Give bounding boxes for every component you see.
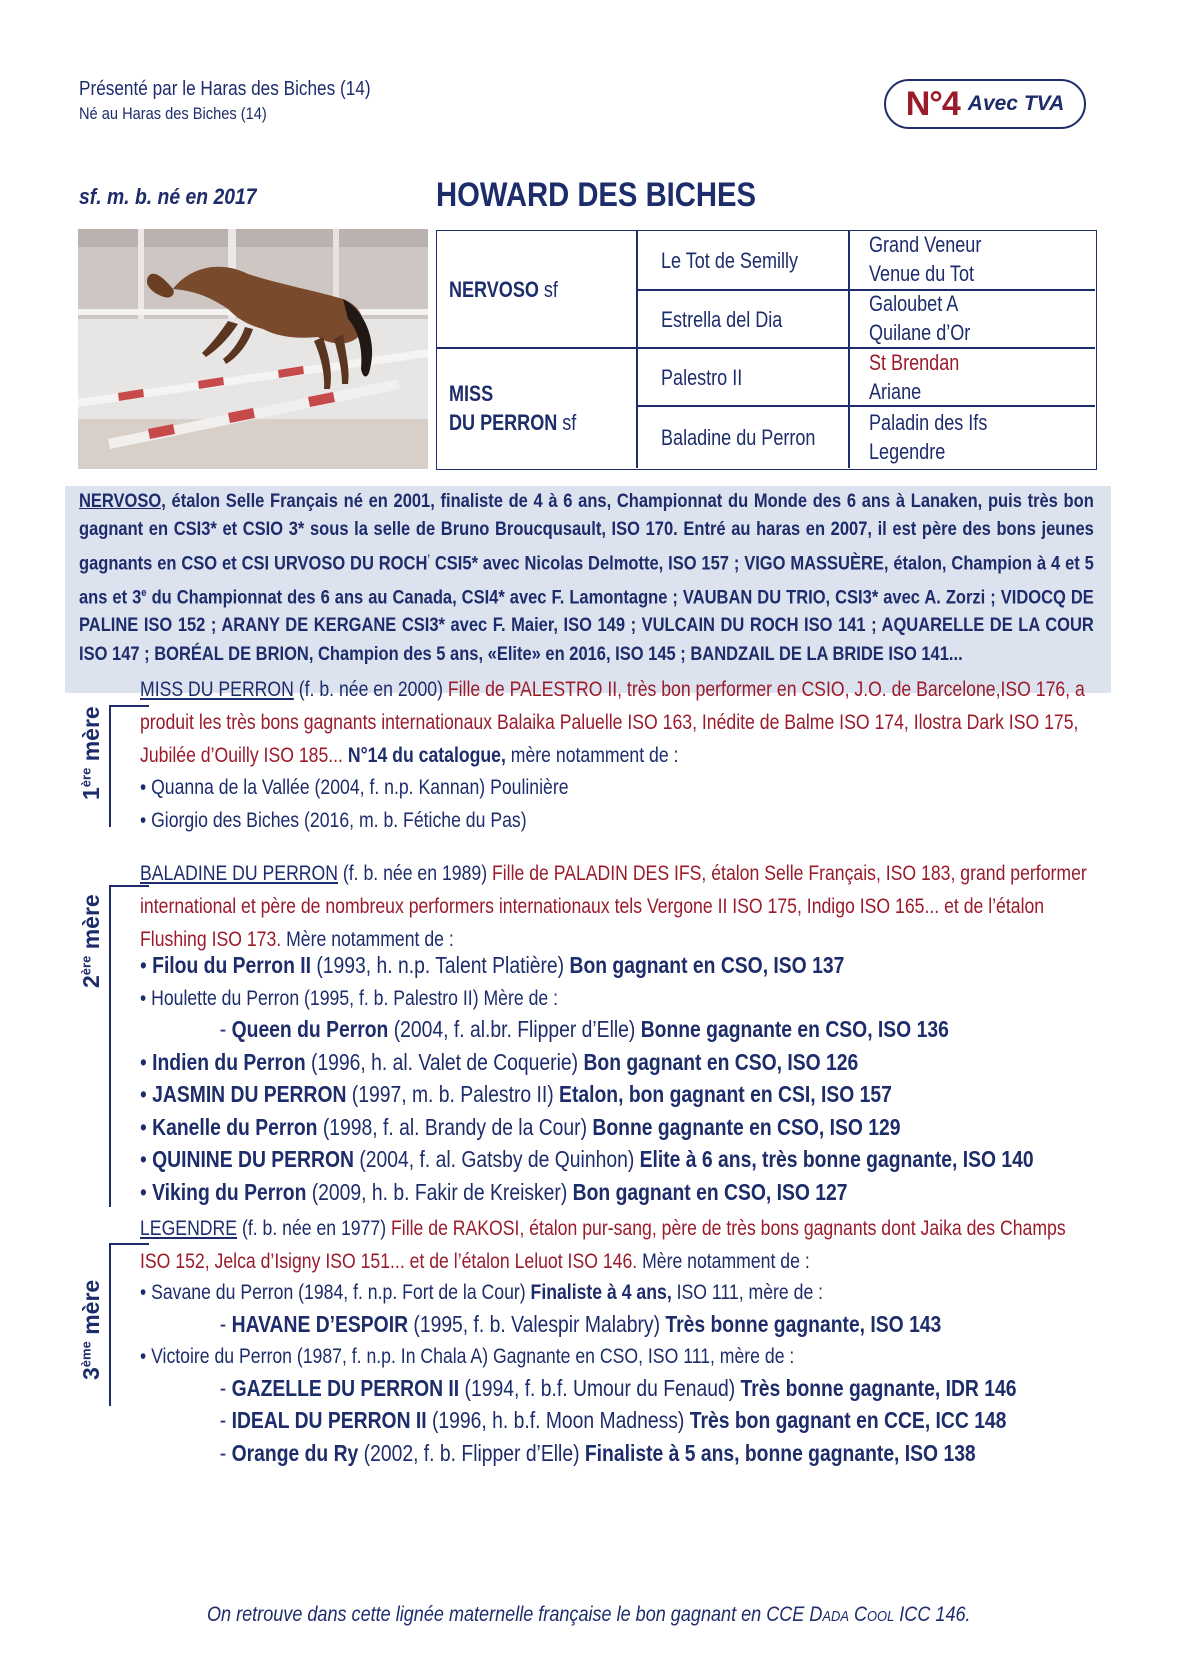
lot-number: N°4 — [905, 84, 960, 123]
pedigree-sire-breed: sf — [543, 276, 558, 302]
dam1-bracket — [109, 705, 111, 827]
sire-description-body3: du Championnat des 6 ans au Canada, CSI4* avec F. Lamontagne ; VAUBAN DU TRIO, CSI3* avec A. Zorzi ; VIDOCQ DE PALINE ISO 152 ; ARANY DE KERGANE CSI3* avec F. Maier, ISO 149 ; VULCAIN DU ROCH ISO 141 ; AQUARELLE DE LA COUR ISO 147 ; BORÉAL DE BRION, Champion des 5 ans, «Elite» en 2016, ISO 145 ; BANDZAIL DE LA BRIDE ISO 141... — [79, 587, 1094, 665]
dam1-after: mère notamment de : — [505, 744, 679, 767]
pedigree-sire-cell — [449, 231, 634, 347]
pedigree-grandsire-maternal: Palestro II — [661, 364, 743, 390]
pedigree-ggp-3b: Ariane — [869, 379, 922, 404]
dam2-bracket — [109, 885, 111, 1207]
lot-badge — [884, 79, 1086, 129]
pedigree-divider — [848, 231, 850, 468]
lot-tax: Avec TVA — [967, 92, 1065, 115]
dam3-offspring-list: • Savane du Perron (1984, f. n.p. Fort de la Cour) Finaliste à 4 ans, ISO 111, mère de : - HAVANE D’ESPOIR (1995, f. b. Valespir Malabry) Très bonne gagnante, ISO 143 • Victoire du Perron (1987, f. n.p. In Chala A) Gagnante en CSO, ISO 111, mère de : - GAZELLE DU PERRON II (1994, f. b.f. Umour du Fenaud) Très bonne gagnante, IDR 146 - IDEAL DU PERRON II (1996, h. b.f. Moon Madness) Très bon gagnant en CCE, ICC 148 - Orange du Ry (2002, f. b. Flipper d’Elle) Finaliste à 5 ans, bonne gagnante, ISO 138 — [140, 1281, 1017, 1466]
dam3-bracket — [109, 1243, 111, 1406]
pedigree-ggp-2b: Quilane d’Or — [869, 320, 971, 345]
pedigree-ggp-1b: Venue du Tot — [869, 261, 974, 286]
presenter-text: Présenté par le Haras des Biches (14) — [79, 78, 371, 100]
pedigree-granddam-paternal: Estrella del Dia — [661, 306, 783, 332]
pedigree-dam-name-line1: MISS — [449, 381, 494, 406]
dam3-info: (f. b. née en 1977) — [237, 1217, 392, 1240]
pedigree-sire-name: NERVOSO — [449, 276, 539, 302]
dam3-after: Mère notamment de : — [637, 1250, 810, 1273]
pedigree-dam-cell — [449, 349, 634, 467]
pedigree-divider — [636, 231, 638, 468]
dam1-info: (f. b. née en 2000) — [293, 678, 448, 701]
birthplace-text: Né au Haras des Biches (14) — [79, 104, 267, 123]
horse-jumping-image — [78, 229, 428, 469]
pedigree-ggp-4a: Paladin des Ifs — [869, 410, 988, 435]
pedigree-ggp-4b: Legendre — [869, 439, 946, 464]
pedigree-dam-name-line2: DU PERRON — [449, 410, 558, 435]
sire-description-body: étalon Selle Français né en 2001, finaliste de 4 à 6 ans, Championnat du Monde des 6 ans à Lanaken, puis très bon gagnant en CSI3* et CSIO 3* sous la selle de Bruno Broucqusault, ISO 170. Entré au haras en 2007, il est père des bons jeunes gagnants en CSO et CSI URVOSO DU ROCH — [79, 491, 1094, 575]
pedigree-dam-breed: sf — [562, 410, 577, 435]
sire-description-body2: CSI5* avec Nicolas Delmotte, ISO 157 ; VIGO MASSUÈRE, étalon, Champion à 4 et 5 ans et 3 — [79, 553, 1094, 608]
sire-description — [79, 488, 1094, 669]
horse-photo — [78, 229, 428, 469]
dam3-sire-info: Fille de RAKOSI, étalon pur-sang, père de très bons gagnants dont Jaika des Champs ISO 152, Jelca d’Isigny ISO 151... et de l’étalon Leluot ISO 146. — [140, 1217, 1066, 1273]
dam3-name: LEGENDRE — [140, 1217, 238, 1240]
sire-description-sup: ’ — [427, 552, 431, 565]
dam2-info: (f. b. née en 1989) — [338, 862, 492, 885]
sire-description-name: NERVOSO, — [79, 491, 166, 512]
dam1-catalog: N°14 du catalogue, — [342, 744, 506, 767]
pedigree-ggp-1a: Grand Veneur — [869, 232, 982, 257]
dam2-name: BALADINE DU PERRON — [140, 862, 339, 885]
horse-description: sf. m. b. né en 2017 — [79, 184, 257, 209]
horse-name: HOWARD DES BICHES — [436, 176, 757, 214]
dam1-sire-info: Fille de PALESTRO II, très bon performer en CSIO, J.O. de Barcelone,ISO 176, a produit les très bons gagnants internationaux Balaika Paluelle ISO 163, Inédite de Balme ISO 174, Ilostra Dark ISO 175, Jubilée d’Ouilly ISO 185... — [140, 678, 1085, 767]
pedigree-grandsire-paternal: Le Tot de Semilly — [661, 247, 799, 273]
dam3-label: 3ème mère — [78, 1279, 104, 1380]
list-item: Quanna de la Vallée (2004, f. n.p. Kannan) Poulinière — [151, 776, 569, 799]
dam2-after: Mère notamment de : — [281, 928, 454, 951]
dam1-label: 1ère mère — [78, 706, 104, 800]
dam2-text — [140, 857, 1098, 956]
dam1-offspring-list: • Quanna de la Vallée (2004, f. n.p. Kannan) Poulinière • Giorgio des Biches (2016, m. b. Fétiche du Pas) — [140, 776, 569, 832]
pedigree-ggp-3a: St Brendan — [869, 350, 960, 375]
pedigree-ggp-2a: Galoubet A — [869, 291, 959, 316]
dam3-text — [140, 1212, 1098, 1278]
dam2-sire-info: Fille de PALADIN DES IFS, étalon Selle Français, ISO 183, grand performer international et père de nombreux performers internationaux tels Vergone II ISO 175, Indigo ISO 165... et de l’étalon Flushing ISO 173. — [140, 862, 1087, 951]
pedigree-table — [436, 230, 1097, 470]
dam1-name: MISS DU PERRON — [140, 678, 294, 701]
sire-description-sup-e: e — [141, 586, 147, 599]
pedigree-granddam-maternal: Baladine du Perron — [661, 424, 816, 450]
dam2-label: 2ère mère — [78, 894, 104, 988]
list-item: Giorgio des Biches (2016, m. b. Fétiche du Pas) — [151, 809, 527, 832]
dam2-offspring-list: • Filou du Perron II (1993, h. n.p. Talent Platière) Bon gagnant en CSO, ISO 137 • Houlette du Perron (1995, f. b. Palestro II) Mère de : - Queen du Perron (2004, f. al.br. Flipper d’Elle) Bonne gagnante en CSO, ISO 136 • Indien du Perron (1996, h. al. Valet de Coquerie) Bon gagnant en CSO, ISO 126 • JASMIN DU PERRON (1997, m. b. Palestro II) Etalon, bon gagnant en CSI, ISO 157 • Kanelle du Perron (1998, f. al. Brandy de la Cour) Bonne gagnante en CSO, ISO 129 • QUININE DU PERRON (2004, f. al. Gatsby de Quinhon) Elite à 6 ans, très bonne gagnante, ISO 140 • Viking du Perron (2009, h. b. Fakir de Kreisker) Bon gagnant en CSO, ISO 127 — [140, 952, 1034, 1205]
footer-note: On retrouve dans cette lignée maternelle française le bon gagnant en CCE DADA COOL ICC 146. — [207, 1603, 971, 1626]
dam1-text — [140, 673, 1089, 772]
